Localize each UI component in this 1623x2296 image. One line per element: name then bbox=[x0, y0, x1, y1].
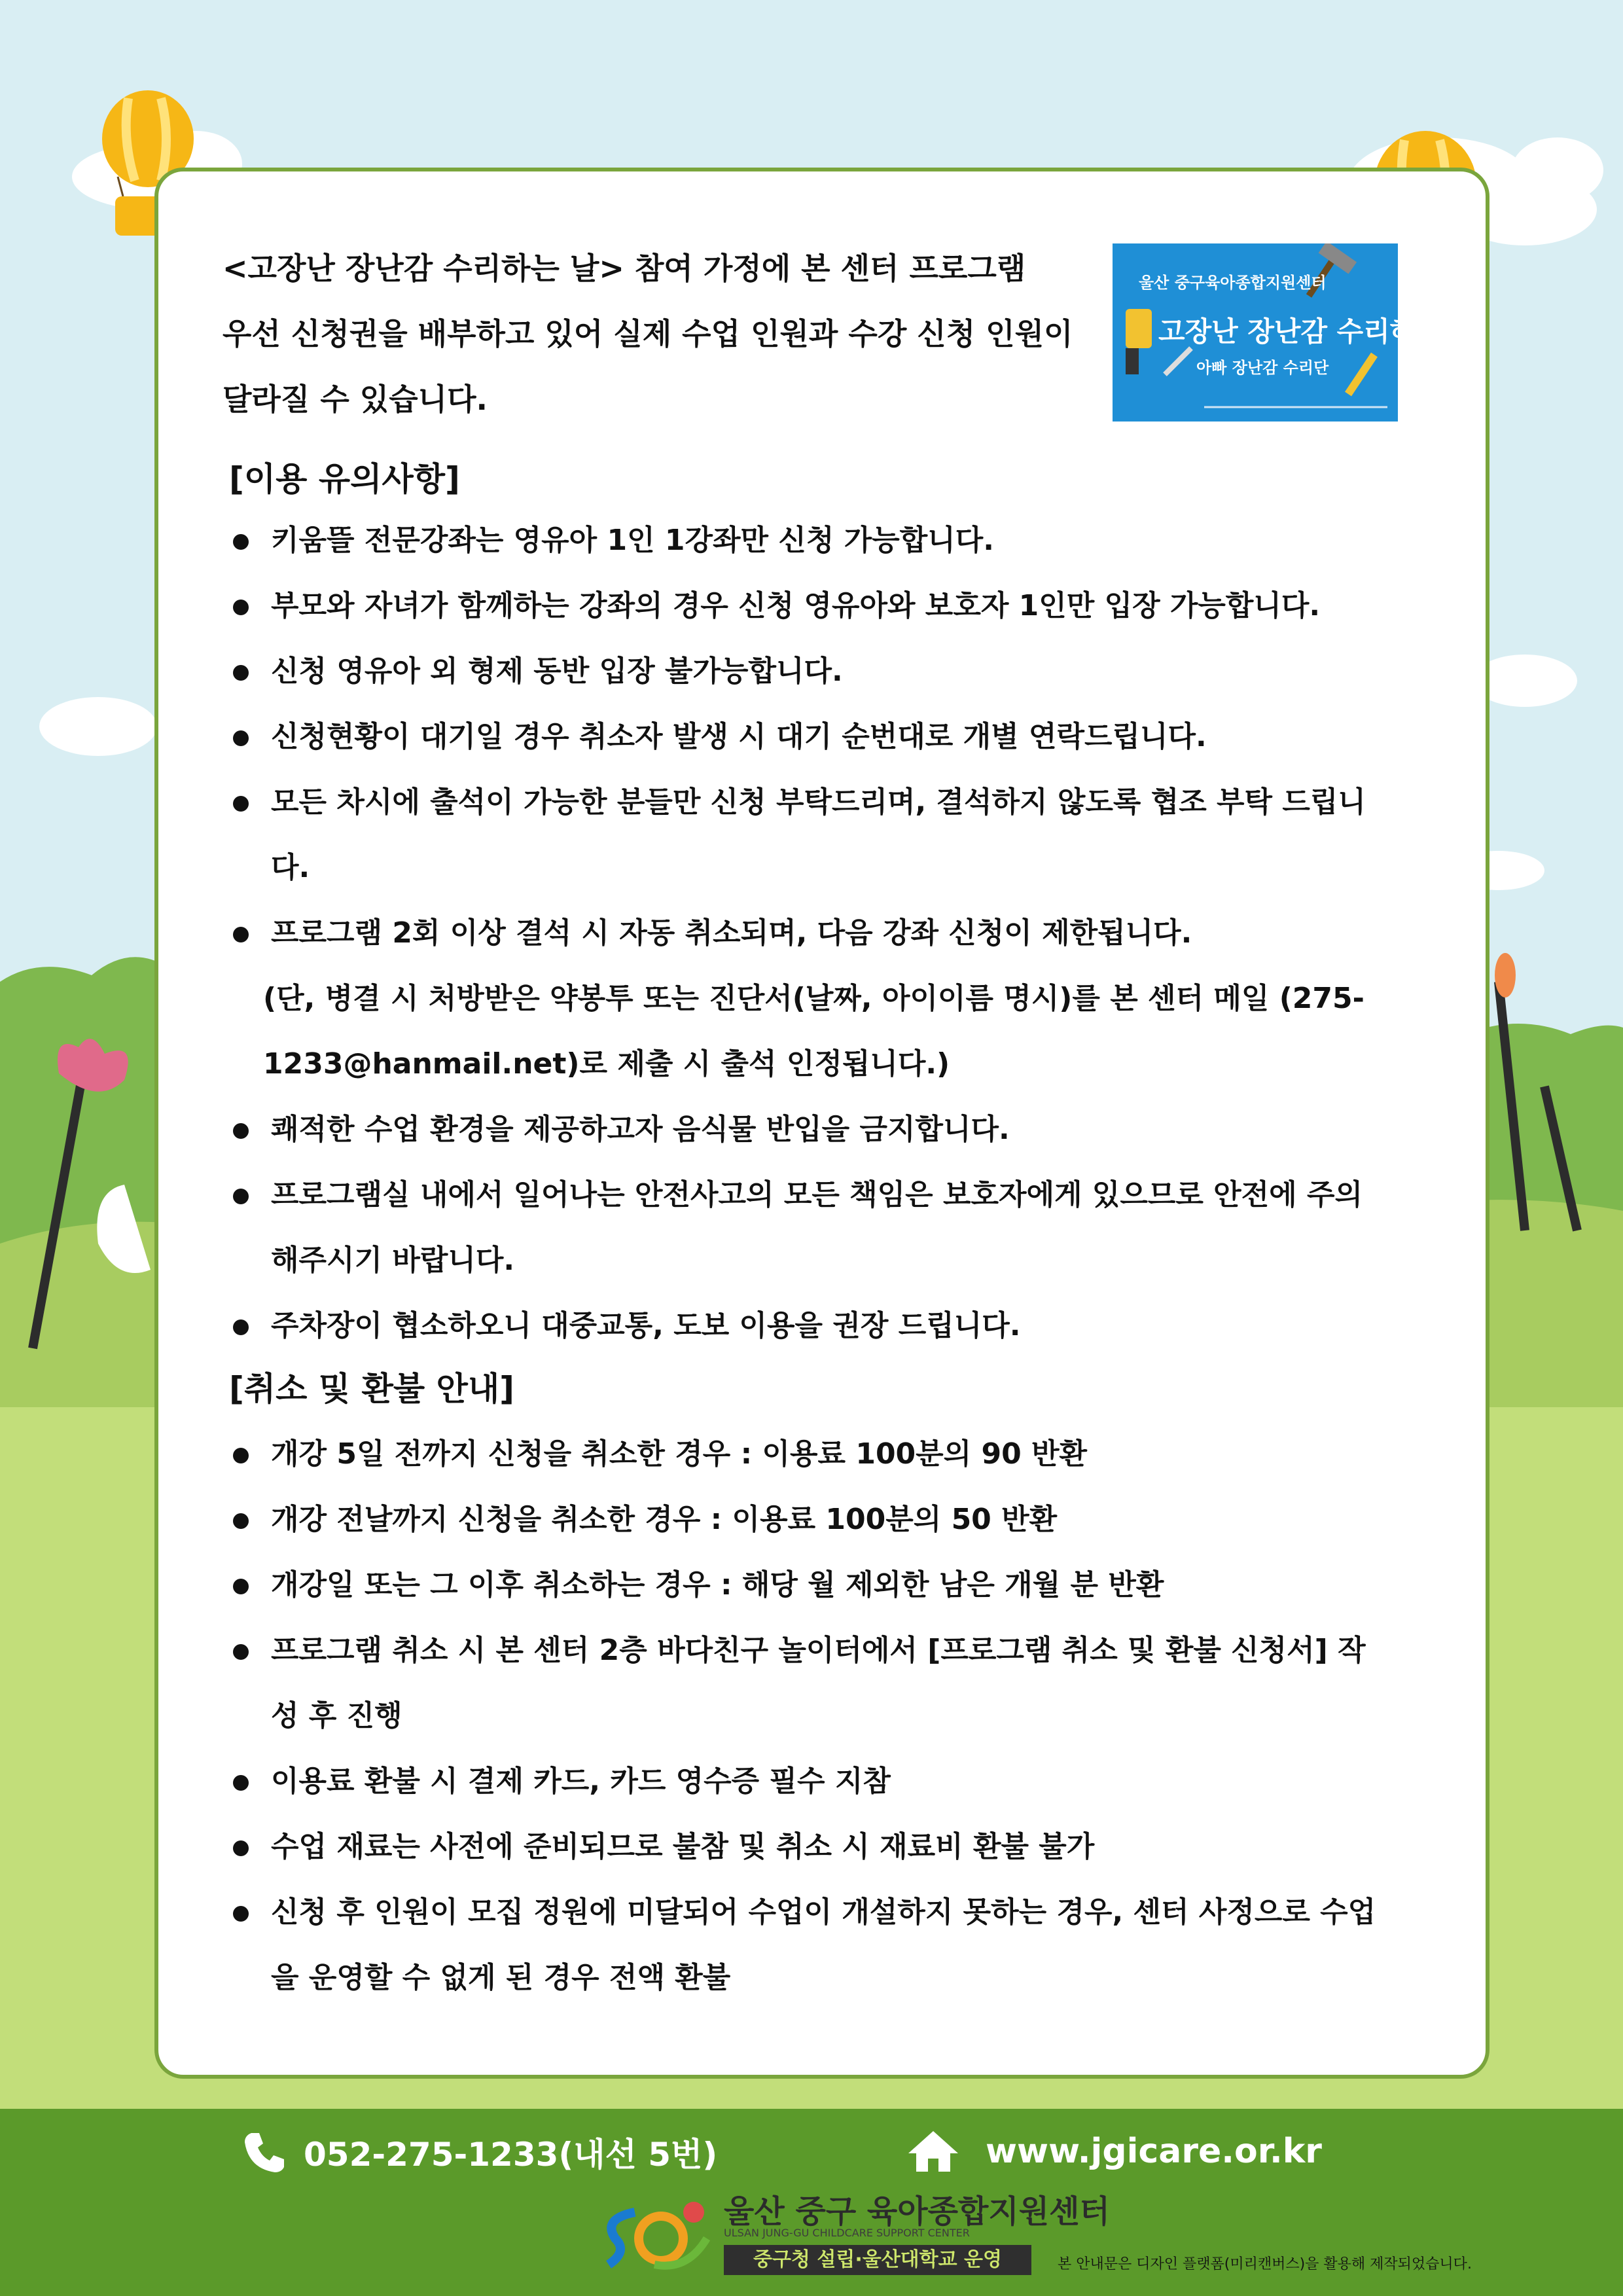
list-item: 개강 전날까지 신청을 취소한 경우 : 이용료 100분의 50 반환 bbox=[229, 1487, 1407, 1552]
list-item: 프로그램실 내에서 일어나는 안전사고의 모든 책임은 보호자에게 있으므로 안전에 주의해주시기 바랍니다. bbox=[229, 1162, 1383, 1293]
website-url: www.jgicare.or.kr bbox=[986, 2132, 1322, 2171]
usage-list bbox=[229, 508, 1407, 1359]
banner-title: 고장난 장난감 수리하는 날 bbox=[1158, 315, 1480, 348]
intro-line: 달라질 수 있습니다. bbox=[223, 382, 488, 417]
intro-paragraph bbox=[223, 236, 1099, 432]
phone-number: 052-275-1233(내선 5번) bbox=[304, 2136, 718, 2174]
refund-list bbox=[229, 1422, 1407, 2011]
intro-line: 우선 신청권을 배부하고 있어 실제 수업 인원과 수강 신청 인원이 bbox=[223, 316, 1073, 351]
home-icon bbox=[907, 2128, 959, 2174]
design-credit: 본 안내문은 디자인 플랫폼(미리캔버스)을 활용해 제작되었습니다. bbox=[1058, 2256, 1472, 2272]
center-name-english: ULSAN JUNG-GU CHILDCARE SUPPORT CENTER bbox=[724, 2227, 970, 2239]
list-item: 프로그램 2회 이상 결석 시 자동 취소되며, 다음 강좌 신청이 제한됩니다. bbox=[229, 901, 1407, 966]
intro-line: <고장난 장난감 수리하는 날> 참여 가정에 본 센터 프로그램 bbox=[223, 251, 1026, 286]
banner-subtitle: 아빠 장난감 수리단 bbox=[1196, 359, 1329, 377]
list-item: 개강일 또는 그 이후 취소하는 경우 : 해당 월 제외한 남은 개월 분 반환 bbox=[229, 1552, 1407, 1618]
center-logo-icon bbox=[589, 2186, 720, 2278]
list-item: 부모와 자녀가 함께하는 강좌의 경우 신청 영유아와 보호자 1인만 입장 가능합니다. bbox=[229, 573, 1407, 639]
list-item: 신청 영유아 외 형제 동반 입장 불가능합니다. bbox=[229, 639, 1407, 704]
list-item: 신청 후 인원이 모집 정원에 미달되어 수업이 개설하지 못하는 경우, 센터 사정으로 수업을 운영할 수 없게 된 경우 전액 환불 bbox=[229, 1880, 1383, 2011]
operator-label: 중구청 설립·울산대학교 운영 bbox=[724, 2245, 1031, 2275]
list-item: 프로그램 취소 시 본 센터 2층 바다친구 놀이터에서 [프로그램 취소 및 환불 신청서] 작성 후 진행 bbox=[229, 1618, 1383, 1749]
usage-heading: [이용 유의사항] bbox=[229, 460, 460, 498]
refund-heading: [취소 및 환불 안내] bbox=[229, 1370, 515, 1408]
list-item: 키움뜰 전문강좌는 영유아 1인 1강좌만 신청 가능합니다. bbox=[229, 508, 1407, 573]
list-item-note: (단, 병결 시 처방받은 약봉투 또는 진단서(날짜, 아이이름 명시)를 본 센터 메일 (275-1233@hanmail.net)로 제출 시 출석 인정됩니다.) bbox=[263, 982, 1364, 1081]
list-item: 이용료 환불 시 결제 카드, 카드 영수증 필수 지참 bbox=[229, 1749, 1407, 1814]
program-banner bbox=[1113, 243, 1480, 422]
center-logo bbox=[589, 2186, 1110, 2278]
list-item: 쾌적한 수업 환경을 제공하고자 음식물 반입을 금지합니다. bbox=[229, 1097, 1407, 1162]
phone-contact[interactable] bbox=[242, 2128, 717, 2176]
list-item: 신청현황이 대기일 경우 취소자 발생 시 대기 순번대로 개별 연락드립니다. bbox=[229, 704, 1407, 770]
list-item: 수업 재료는 사전에 준비되므로 불참 및 취소 시 재료비 환불 불가 bbox=[229, 1814, 1407, 1880]
list-item: 개강 5일 전까지 신청을 취소한 경우 : 이용료 100분의 90 반환 bbox=[229, 1422, 1407, 1487]
banner-center-name: 울산 중구육아종합지원센터 bbox=[1139, 274, 1327, 292]
center-name: 울산 중구 육아종합지원센터 bbox=[724, 2193, 1110, 2230]
phone-icon bbox=[242, 2129, 288, 2175]
list-item: 주차장이 협소하오니 대중교통, 도보 이용을 권장 드립니다. bbox=[229, 1293, 1407, 1359]
website-link[interactable] bbox=[907, 2128, 1322, 2174]
list-item: 모든 차시에 출석이 가능한 분들만 신청 부탁드리며, 결석하지 않도록 협조 부탁 드립니다. bbox=[229, 770, 1383, 901]
